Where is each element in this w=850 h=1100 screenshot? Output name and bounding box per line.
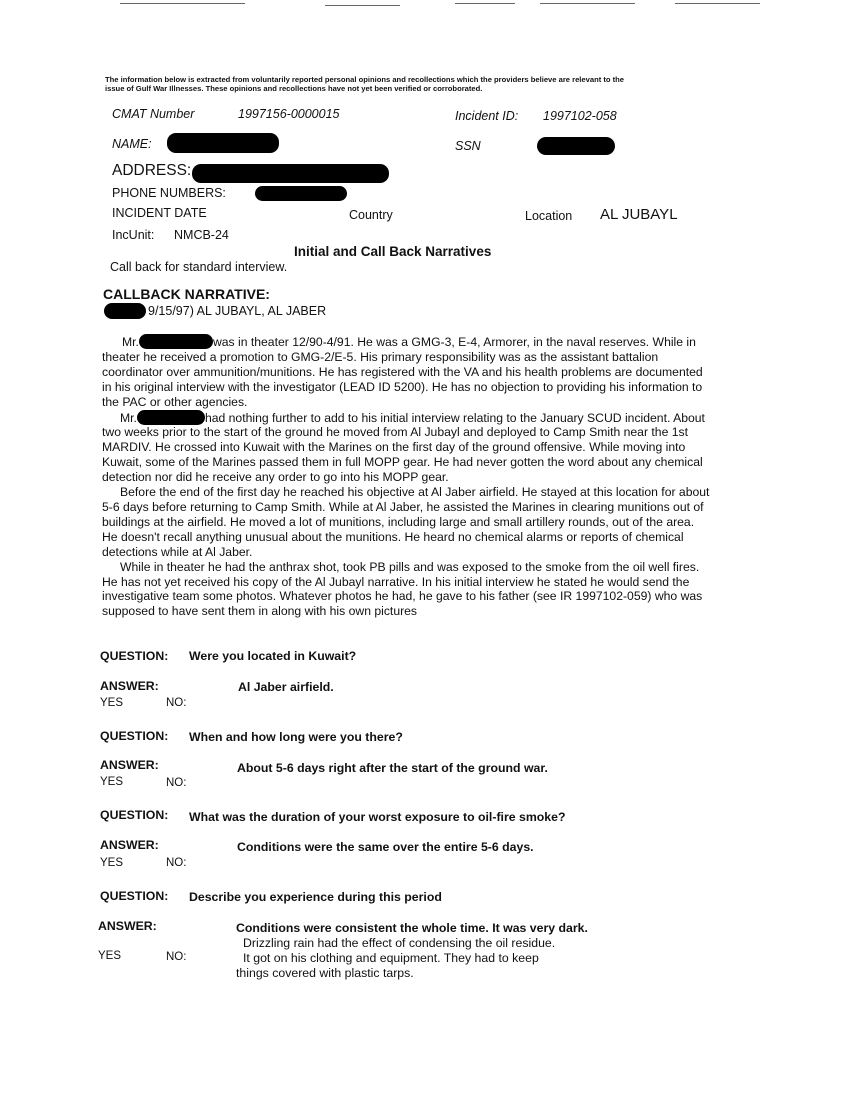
location-value: AL JUBAYL [600,206,678,223]
narrative-paragraph: While in theater he had the anthrax shot, took PB pills and was exposed to the smoke from the oil well fires. He has not yet received his copy of the Al Jubayl narrative. In his initial interview he stated he would send the investigative team some photos. Whatever photos he had, he gave to his father (see IR 1997102-059) who was supposed to have sent them in along with his own pictures [102,559,703,619]
incident-id-label: Incident ID: [455,109,519,123]
name-redaction [167,133,279,153]
no-label: NO: [166,697,187,709]
answer-label: ANSWER: [100,679,159,693]
scan-line [325,5,400,6]
callback-subheading: 9/15/97) AL JUBAYL, AL JABER [148,304,327,318]
no-label: NO: [166,777,187,789]
yes-label: YES [100,697,124,709]
ssn-label: SSN [455,139,481,153]
question-label: QUESTION: [100,649,169,663]
answer-text: Conditions were consistent the whole time. It was very dark. [236,921,588,935]
narrative-paragraph: Before the end of the first day he reached his objective at Al Jaber airfield. He stayed at this location for about 5-6 days before returning to Camp Smith. While at Al Jaber, he assisted the Marines in clearing munitions out of buildings at the airfield. He moved a lot of munitions, including large and small artillery rounds, out of the area. He doesn't recall anything unusual about the munitions. He heard no chemical alarms or reports of chemical detections while at Al Jaber. [102,485,710,559]
no-label: NO: [166,951,187,963]
cmat-value: 1997156-0000015 [238,107,340,121]
ssn-redaction [537,137,615,155]
country-label: Country [349,208,393,222]
question-text: When and how long were you there? [189,730,403,744]
incunit-value: NMCB-24 [174,228,229,242]
disclaimer-line: issue of Gulf War Illnesses. These opinions and recollections have not yet been verified or corroborated. [105,84,483,93]
narrative-text: had nothing further to add to his initial interview relating to the January SCUD incident. About two weeks prior to the start of the ground he moved from Al Jubayl and deployed to Camp Smith near the 1st MARDIV. He crossed into Kuwait with the Marines on the first day of the ground offensive. While moving into Kuwait, some of the Marines passed them in full MOPP gear. He had never gotten the word about any chemical detection nor did he receive any order to go into his MOPP gear. [102,410,705,485]
question-label: QUESTION: [100,729,169,743]
yes-label: YES [100,776,124,788]
answer-text: About 5-6 days right after the start of the ground war. [237,761,548,775]
scan-line [675,3,760,4]
answer-label: ANSWER: [100,758,159,772]
name-label: NAME: [112,137,152,151]
callback-heading: CALLBACK NARRATIVE: [103,286,270,302]
answer-text: Conditions were the same over the entire 5-6 days. [237,840,534,854]
narrative [102,334,712,619]
address-redaction [192,164,389,183]
disclaimer-line: The information below is extracted from voluntarily reported personal opinions and recollections which the providers believe are relevant to the [105,75,625,84]
question-label: QUESTION: [100,889,169,903]
question-text: Describe you experience during this period [189,890,442,904]
yes-label: YES [98,950,122,962]
cmat-label: CMAT Number [112,107,195,121]
answer-continuation: It got on his clothing and equipment. They had to keep [243,951,539,965]
scan-line [120,3,245,4]
disclaimer [105,75,624,93]
no-label: NO: [166,857,187,869]
section-title: Initial and Call Back Narratives [294,244,492,259]
phone-label: PHONE NUMBERS: [112,186,226,200]
question-label: QUESTION: [100,808,169,822]
answer-continuation: things covered with plastic tarps. [236,966,414,980]
yes-label: YES [100,857,124,869]
answer-label: ANSWER: [98,919,157,933]
scan-line [540,3,635,4]
name-redaction [137,410,205,425]
scan-line [455,3,515,4]
narrative-paragraph [102,334,712,410]
incident-id-value: 1997102-058 [543,109,617,123]
narrative-paragraph [102,410,712,486]
narrative-prefix: Mr. [120,410,137,425]
callback-note: Call back for standard interview. [110,260,288,274]
callback-redaction [104,303,146,319]
narrative-text: was in theater 12/90-4/91. He was a GMG-3, E-4, Armorer, in the naval reserves. While in theater he received a promotion to GMG-2/E-5. His primary responsibility was as the assistant battalion coordinator over ammunition/munitions. He has registered with the VA and his health problems are documented in his original interview with the investigator (LEAD ID 5200). He has no objection to providing his information to the PAC or other agencies. [102,335,703,409]
location-label: Location [525,209,573,223]
narrative-prefix: Mr. [122,335,139,349]
name-redaction [139,334,213,349]
phone-redaction [255,186,347,201]
question-text: What was the duration of your worst exposure to oil-fire smoke? [189,810,566,824]
answer-text: Al Jaber airfield. [238,680,334,694]
incident-date-label: INCIDENT DATE [112,206,207,220]
address-label: ADDRESS: [112,162,192,179]
incunit-label: IncUnit: [112,228,155,242]
answer-continuation: Drizzling rain had the effect of condensing the oil residue. [243,936,556,950]
answer-label: ANSWER: [100,838,159,852]
question-text: Were you located in Kuwait? [189,649,357,663]
